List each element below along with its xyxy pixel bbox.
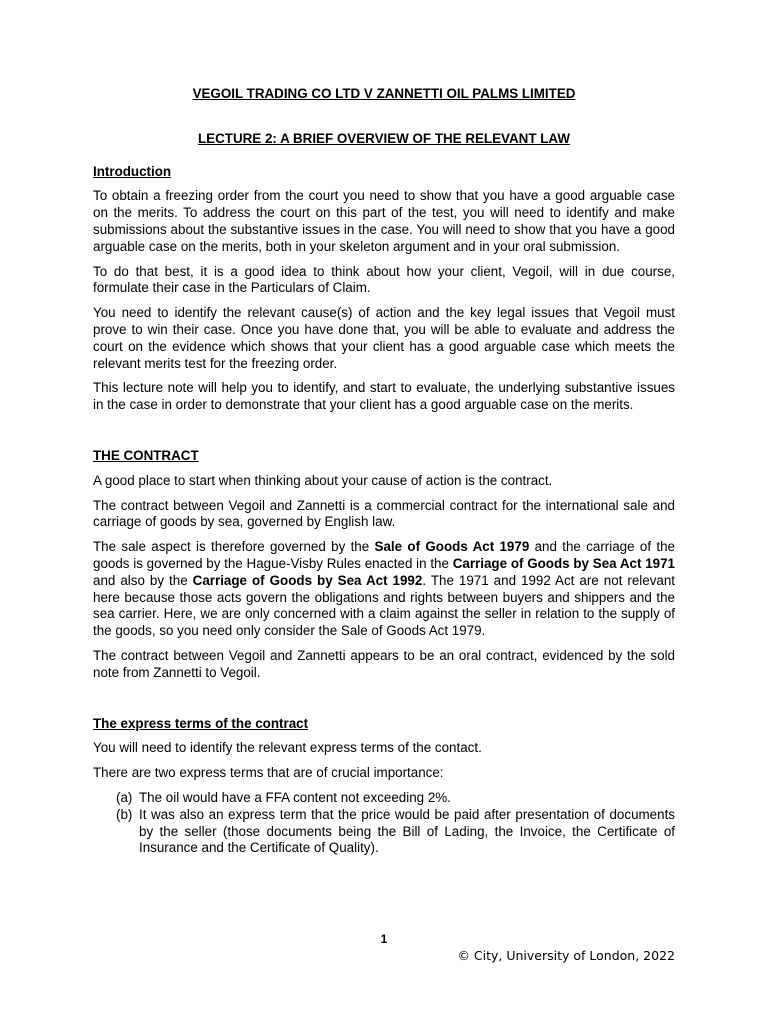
express-terms-paragraph-1: You will need to identify the relevant express terms of the contact.: [93, 740, 482, 756]
contract-p3-text-e: and also by the: [93, 572, 193, 588]
intro-paragraph-3: You need to identify the relevant cause(s) of action and the key legal issues that Vegoil must prove to win their case. Once you have done that, you will be able to evaluate and address the court on the evidence which shows that your client has a good arguable case which meets the relevant merits test for the freezing order.: [93, 305, 675, 371]
introduction-heading: Introduction: [93, 163, 172, 179]
contract-p3-text-g: . The 1971 and 1992 Act are not relevant here because those acts govern the obligations and rights between buyers and shippers and the sea carrier. Here, we are only concerned with a claim against the seller in relation to the supply of the goods, so you need only consider the Sale of Goods Act 1979.: [93, 572, 676, 639]
list-item: [93, 790, 675, 807]
cogsa-1971-ref: Carriage of Goods by Sea Act 1971: [452, 555, 675, 571]
list-item-text: It was also an express term that the price would be paid after presentation of documents by the seller (those documents being the Bill of Lading, the Invoice, the Certificate of Insurance and the Certificate of Quality).: [139, 806, 675, 856]
express-terms-list: [93, 790, 675, 857]
intro-paragraph-4: This lecture note will help you to identify, and start to evaluate, the underlying substantive issues in the case in order to demonstrate that your client has a good arguable case on the merits.: [93, 380, 675, 413]
document-title: VEGOIL TRADING CO LTD V ZANNETTI OIL PALMS LIMITED: [192, 86, 576, 101]
intro-paragraph-1: To obtain a freezing order from the court you need to show that you have a good arguable case on the merits. To address the court on this part of the test, you will need to identify and make submissions about the substantive issues in the case. You will need to show that you have a good arguable case on the merits, both in your skeleton argument and in your oral submission.: [93, 188, 675, 254]
contract-paragraph-1: A good place to start when thinking about your cause of action is the contract.: [93, 472, 553, 488]
list-item-marker: (a): [116, 789, 133, 805]
document-body: [93, 86, 675, 857]
list-item-text: The oil would have a FFA content not exceeding 2%.: [139, 789, 451, 805]
cogsa-1992-ref: Carriage of Goods by Sea Act 1992: [192, 572, 423, 588]
lecture-title: LECTURE 2: A BRIEF OVERVIEW OF THE RELEVANT LAW: [198, 130, 570, 146]
copyright-notice: © City, University of London, 2022: [457, 948, 675, 963]
list-item: [93, 807, 675, 857]
contract-p3-text-c: and the carriage of the goods is governed by the Hague-Visby Rules enacted in the: [93, 539, 676, 571]
intro-paragraph-2: To do that best, it is a good idea to think about how your client, Vegoil, will in due course, formulate their case in the Particulars of Claim.: [93, 263, 675, 296]
express-terms-heading: The express terms of the contract: [93, 715, 309, 731]
contract-paragraph-2: The contract between Vegoil and Zannetti is a commercial contract for the international sale and carriage of goods by sea, governed by English law.: [93, 497, 675, 530]
contract-paragraph-4: The contract between Vegoil and Zannetti appears to be an oral contract, evidenced by the sold note from Zannetti to Vegoil.: [93, 647, 675, 680]
list-item-marker: (b): [116, 806, 133, 822]
contract-paragraph-3: [93, 539, 675, 640]
contract-p3-text-a: The sale aspect is therefore governed by the: [93, 539, 375, 555]
express-terms-paragraph-2: There are two express terms that are of crucial importance:: [93, 765, 444, 781]
page-number: 1: [380, 932, 388, 946]
contract-heading: THE CONTRACT: [93, 447, 199, 463]
sale-of-goods-act-ref: Sale of Goods Act 1979: [374, 539, 530, 555]
